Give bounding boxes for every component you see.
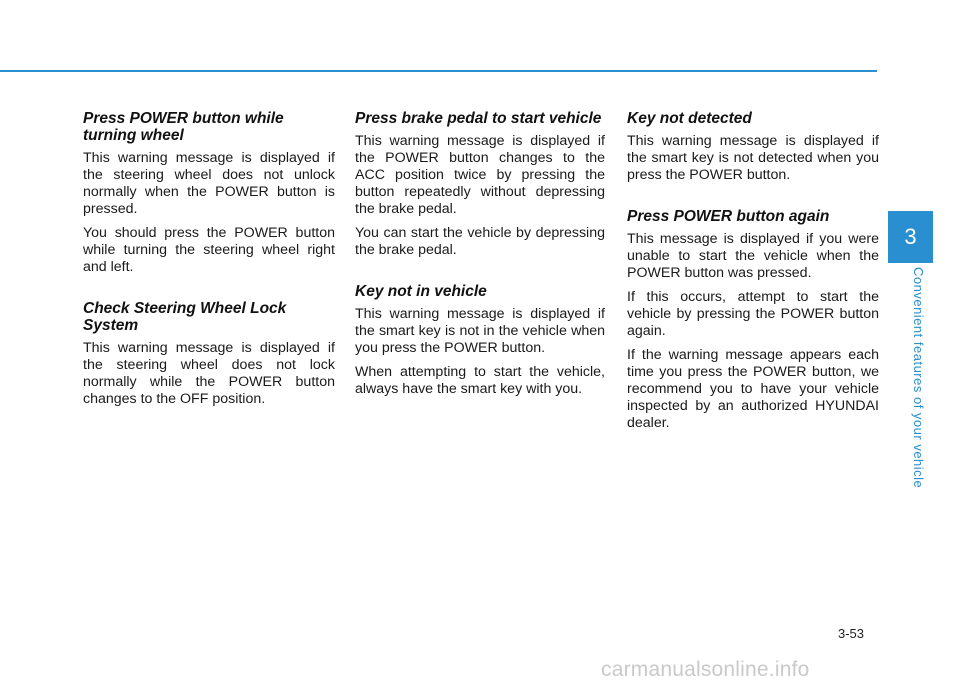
text-column-1 — [83, 110, 335, 415]
section-paragraph: When attempting to start the vehicle, always have the smart key with you. — [355, 364, 605, 397]
section-paragraph: This warning message is displayed if the smart key is not in the vehicle when you press the POWER button. — [355, 306, 605, 356]
section-paragraph: This warning message is displayed if the smart key is not detected when you press the POWER button. — [627, 133, 879, 183]
chapter-title: Convenient features of your vehicle — [911, 267, 926, 489]
section-paragraph: If this occurs, attempt to start the vehicle by pressing the POWER button again. — [627, 289, 879, 339]
header-rule — [0, 70, 877, 72]
section-heading: Press POWER button while turning wheel — [83, 110, 284, 144]
chapter-number-tab: 3 — [888, 211, 933, 263]
section-heading: Press brake pedal to start vehicle — [355, 110, 602, 127]
section-heading: Key not detected — [627, 110, 752, 127]
watermark: carmanualsonline.info — [601, 658, 810, 681]
section-paragraph: You can start the vehicle by depressing the brake pedal. — [355, 225, 605, 258]
text-column-2 — [355, 110, 605, 405]
section-heading: Check Steering Wheel Lock System — [83, 300, 287, 334]
section-paragraph: You should press the POWER button while turning the steering wheel right and left. — [83, 225, 335, 275]
text-column-3 — [627, 110, 879, 439]
section-paragraph: If the warning message appears each time you press the POWER button, we recommend you to have your vehicle inspected by an authorized HYUNDAI dealer. — [627, 347, 879, 431]
section-heading: Press POWER button again — [627, 208, 830, 225]
section-heading: Key not in vehicle — [355, 283, 487, 300]
section-paragraph: This message is displayed if you were unable to start the vehicle when the POWER button was pressed. — [627, 231, 879, 281]
section-paragraph: This warning message is displayed if the steering wheel does not lock normally while the POWER button changes to the OFF position. — [83, 340, 335, 407]
section-paragraph: This warning message is displayed if the steering wheel does not unlock normally when the POWER button is pressed. — [83, 150, 335, 217]
page-number: 3-53 — [838, 626, 865, 641]
section-paragraph: This warning message is displayed if the POWER button changes to the ACC position twice by pressing the button repeatedly without depressing the brake pedal. — [355, 133, 605, 217]
